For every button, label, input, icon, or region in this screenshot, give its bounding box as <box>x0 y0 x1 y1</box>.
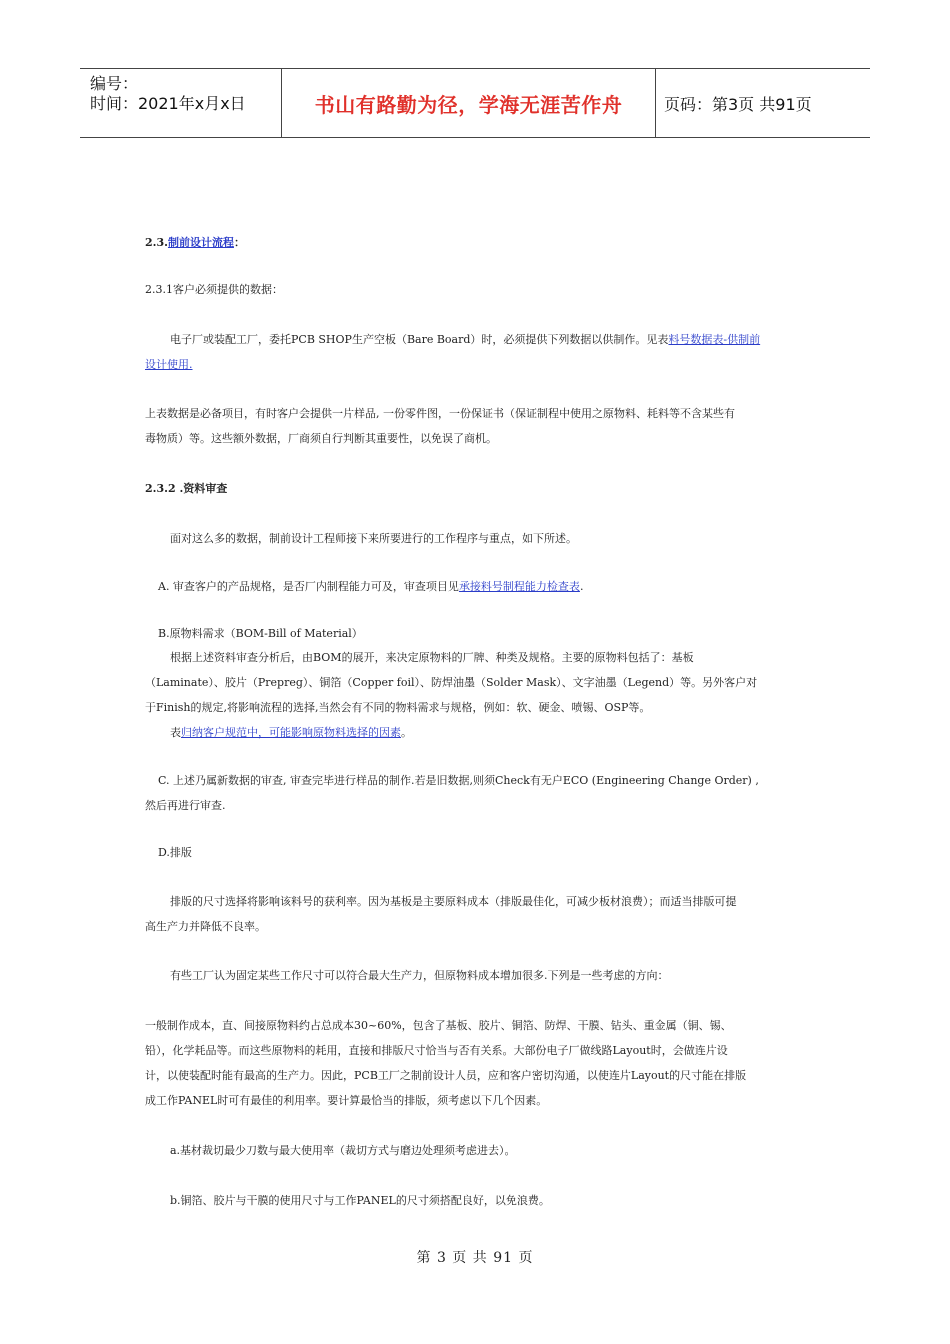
time-label: 时间：2021年x月x日 <box>90 94 246 113</box>
item-a-line <box>158 574 583 599</box>
paragraph-line: 铅），化学耗品等。而这些原物料的耗用，直接和排版尺寸恰当与否有关系。大部份电子厂做线路Layout时，会做连片设 <box>145 1044 728 1057</box>
paragraph-line: 面对这么多的数据，制前设计工程师接下来所要进行的工作程序与重点，如下所述。 <box>170 532 577 545</box>
paragraph-line <box>145 352 193 377</box>
paragraph-line: 上表数据是必备项目，有时客户会提供一片样品, 一份零件图，一份保证书（保证制程中使用之原物料、耗料等不含某些有 <box>145 407 735 420</box>
table-link-cont[interactable]: 设计使用. <box>145 358 193 371</box>
subsection-title: 2.3.1客户必须提供的数据： <box>145 283 283 296</box>
section-title <box>145 230 245 255</box>
header-motto: 书山有路勤为径，学海无涯苦作舟 <box>314 92 623 117</box>
b-l4-pre: 表 <box>170 726 181 739</box>
item-d-title: D.排版 <box>158 846 192 859</box>
paragraph-text: 电子厂或装配工厂，委托PCB SHOP生产空板（Bare Board）时，必须提供下列数据以供制作。见表 <box>170 333 669 346</box>
paragraph-line: 于Finish的规定,将影响流程的选择,当然会有不同的物料需求与规格，例如：软、硬金、喷锡、OSP等。 <box>145 701 651 714</box>
paragraph-line: 有些工厂认为固定某些工作尺寸可以符合最大生产力，但原物料成本增加很多.下列是一些考虑的方向： <box>170 969 669 982</box>
table-link[interactable]: 料号数据表-供制前 <box>668 333 761 346</box>
header-meta <box>80 69 281 137</box>
list-item: b.铜箔、胶片与干膜的使用尺寸与工作PANEL的尺寸须搭配良好，以免浪费。 <box>170 1194 550 1207</box>
header-page-info: 页码：第3页 共91页 <box>664 94 812 114</box>
item-a-text: A. 审查客户的产品规格，是否厂内制程能力可及，审查项目见 <box>158 580 459 593</box>
b-l4-tail: 。 <box>401 726 412 739</box>
section-number: 2.3. <box>145 236 168 249</box>
paragraph-line: 一般制作成本，直、间接原物料约占总成本30~60%，包含了基板、胶片、铜箔、防焊、干膜、钻头、重金属（铜、锡、 <box>145 1019 732 1032</box>
page-header <box>80 68 870 138</box>
paragraph-line: 然后再进行审查. <box>145 799 226 812</box>
paragraph-line: 高生产力并降低不良率。 <box>145 920 266 933</box>
paragraph-line: 计，以使装配时能有最高的生产力。因此，PCB工厂之制前设计人员，应和客户密切沟通，以使连片Layout的尺寸能在排版 <box>145 1069 747 1082</box>
list-item: a.基材裁切最少刀数与最大使用率（裁切方式与磨边处理须考虑进去）。 <box>170 1144 516 1157</box>
header-page-cell <box>656 69 870 137</box>
paragraph-line <box>170 327 760 352</box>
paragraph-line: 排版的尺寸选择将影响该料号的获利率。因为基板是主要原料成本（排版最佳化，可减少板材浪费）；而适当排版可提 <box>170 895 737 908</box>
material-factors-link[interactable]: 归纳客户规范中，可能影响原物料选择的因素 <box>181 726 401 739</box>
item-a-tail: . <box>579 580 584 593</box>
paragraph-line: 根据上述资料审查分析后，由BOM的展开，来决定原物料的厂牌、种类及规格。主要的原物料包括了：基板 <box>170 651 694 664</box>
capability-checklist-link[interactable]: 承接料号制程能力检查表 <box>458 580 580 593</box>
item-c-line: C. 上述乃属新数据的审查, 审查完毕进行样品的制作.若是旧数据,则须Check有无户ECO (Engineering Change Order) , <box>158 774 759 787</box>
paragraph-line: 毒物质）等。这些额外数据，厂商须自行判断其重要性，以免误了商机。 <box>145 432 497 445</box>
paragraph-line: （Laminate）、胶片（Prepreg）、铜箔（Copper foil）、防焊油墨（Solder Mask）、文字油墨（Legend）等。另外客户对 <box>145 676 758 689</box>
item-b-title: B.原物料需求（BOM-Bill of Material） <box>158 627 363 640</box>
section-title-tail: ： <box>233 236 245 249</box>
paragraph-line: 成工作PANEL时可有最佳的利用率。要计算最恰当的排版，须考虑以下几个因素。 <box>145 1094 548 1107</box>
section-title-link[interactable]: 制前设计流程 <box>167 236 234 249</box>
code-label: 编号： <box>90 74 139 93</box>
page-footer: 第 3 页 共 91 页 <box>416 1250 534 1266</box>
header-motto-cell <box>282 69 655 137</box>
paragraph-line <box>170 720 412 745</box>
subsection-title: 2.3.2 .资料审查 <box>145 482 228 495</box>
